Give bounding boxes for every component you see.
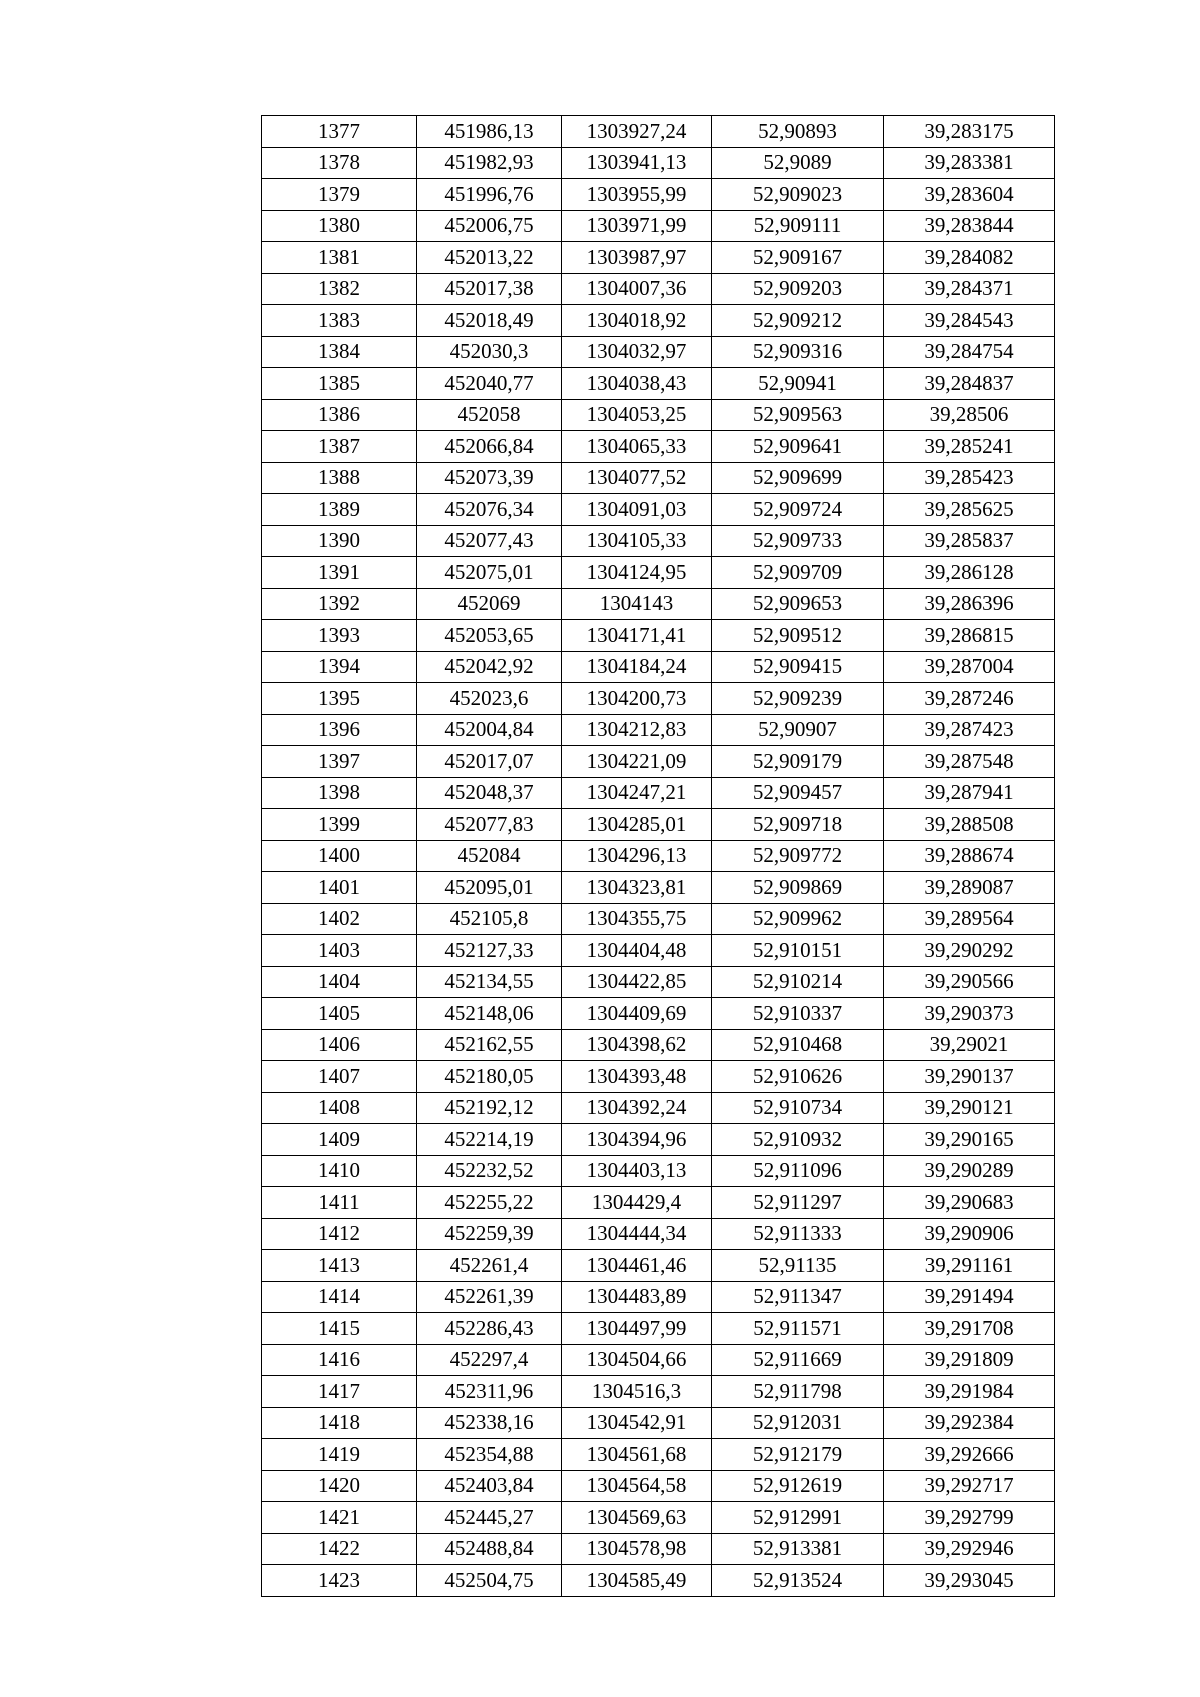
y-coordinate-cell: 1304483,89 [562, 1281, 712, 1313]
table-row [262, 1376, 1055, 1408]
table-row [262, 336, 1055, 368]
x-coordinate-cell: 452286,43 [417, 1313, 562, 1345]
table-row [262, 588, 1055, 620]
latitude-cell: 52,911669 [712, 1344, 884, 1376]
x-coordinate-cell: 452076,34 [417, 494, 562, 526]
x-coordinate-cell: 452075,01 [417, 557, 562, 589]
longitude-cell: 39,291494 [884, 1281, 1055, 1313]
table-row [262, 998, 1055, 1030]
x-coordinate-cell: 452017,38 [417, 273, 562, 305]
table-row [262, 840, 1055, 872]
y-coordinate-cell: 1304143 [562, 588, 712, 620]
x-coordinate-cell: 452095,01 [417, 872, 562, 904]
latitude-cell: 52,909699 [712, 462, 884, 494]
longitude-cell: 39,286815 [884, 620, 1055, 652]
point-number-cell: 1418 [262, 1407, 417, 1439]
longitude-cell: 39,284754 [884, 336, 1055, 368]
latitude-cell: 52,911333 [712, 1218, 884, 1250]
table-row [262, 777, 1055, 809]
longitude-cell: 39,283604 [884, 179, 1055, 211]
latitude-cell: 52,909179 [712, 746, 884, 778]
point-number-cell: 1379 [262, 179, 417, 211]
x-coordinate-cell: 452162,55 [417, 1029, 562, 1061]
x-coordinate-cell: 452338,16 [417, 1407, 562, 1439]
y-coordinate-cell: 1304403,13 [562, 1155, 712, 1187]
y-coordinate-cell: 1304053,25 [562, 399, 712, 431]
y-coordinate-cell: 1304032,97 [562, 336, 712, 368]
x-coordinate-cell: 452040,77 [417, 368, 562, 400]
longitude-cell: 39,290292 [884, 935, 1055, 967]
longitude-cell: 39,290165 [884, 1124, 1055, 1156]
x-coordinate-cell: 452403,84 [417, 1470, 562, 1502]
latitude-cell: 52,909724 [712, 494, 884, 526]
table-row [262, 525, 1055, 557]
table-row [262, 714, 1055, 746]
latitude-cell: 52,909167 [712, 242, 884, 274]
point-number-cell: 1398 [262, 777, 417, 809]
y-coordinate-cell: 1304542,91 [562, 1407, 712, 1439]
y-coordinate-cell: 1304561,68 [562, 1439, 712, 1471]
y-coordinate-cell: 1304409,69 [562, 998, 712, 1030]
point-number-cell: 1394 [262, 651, 417, 683]
y-coordinate-cell: 1304171,41 [562, 620, 712, 652]
y-coordinate-cell: 1304184,24 [562, 651, 712, 683]
point-number-cell: 1397 [262, 746, 417, 778]
x-coordinate-cell: 452232,52 [417, 1155, 562, 1187]
y-coordinate-cell: 1303941,13 [562, 147, 712, 179]
longitude-cell: 39,291984 [884, 1376, 1055, 1408]
longitude-cell: 39,290289 [884, 1155, 1055, 1187]
latitude-cell: 52,909415 [712, 651, 884, 683]
longitude-cell: 39,284082 [884, 242, 1055, 274]
x-coordinate-cell: 452066,84 [417, 431, 562, 463]
y-coordinate-cell: 1304221,09 [562, 746, 712, 778]
point-number-cell: 1417 [262, 1376, 417, 1408]
y-coordinate-cell: 1304393,48 [562, 1061, 712, 1093]
table-row [262, 1155, 1055, 1187]
latitude-cell: 52,909869 [712, 872, 884, 904]
latitude-cell: 52,909718 [712, 809, 884, 841]
y-coordinate-cell: 1303955,99 [562, 179, 712, 211]
longitude-cell: 39,287423 [884, 714, 1055, 746]
table-row [262, 903, 1055, 935]
longitude-cell: 39,288674 [884, 840, 1055, 872]
table-row [262, 1029, 1055, 1061]
y-coordinate-cell: 1304105,33 [562, 525, 712, 557]
point-number-cell: 1413 [262, 1250, 417, 1282]
x-coordinate-cell: 452058 [417, 399, 562, 431]
longitude-cell: 39,283175 [884, 116, 1055, 148]
x-coordinate-cell: 452030,3 [417, 336, 562, 368]
x-coordinate-cell: 452006,75 [417, 210, 562, 242]
y-coordinate-cell: 1304323,81 [562, 872, 712, 904]
latitude-cell: 52,909203 [712, 273, 884, 305]
point-number-cell: 1416 [262, 1344, 417, 1376]
point-number-cell: 1392 [262, 588, 417, 620]
point-number-cell: 1415 [262, 1313, 417, 1345]
longitude-cell: 39,292384 [884, 1407, 1055, 1439]
point-number-cell: 1389 [262, 494, 417, 526]
point-number-cell: 1411 [262, 1187, 417, 1219]
point-number-cell: 1407 [262, 1061, 417, 1093]
longitude-cell: 39,29021 [884, 1029, 1055, 1061]
y-coordinate-cell: 1304578,98 [562, 1533, 712, 1565]
x-coordinate-cell: 452023,6 [417, 683, 562, 715]
longitude-cell: 39,286396 [884, 588, 1055, 620]
latitude-cell: 52,911297 [712, 1187, 884, 1219]
latitude-cell: 52,909316 [712, 336, 884, 368]
longitude-cell: 39,291161 [884, 1250, 1055, 1282]
point-number-cell: 1403 [262, 935, 417, 967]
x-coordinate-cell: 451986,13 [417, 116, 562, 148]
x-coordinate-cell: 452261,4 [417, 1250, 562, 1282]
y-coordinate-cell: 1304200,73 [562, 683, 712, 715]
table-row [262, 651, 1055, 683]
table-row [262, 746, 1055, 778]
y-coordinate-cell: 1304404,48 [562, 935, 712, 967]
table-row [262, 1313, 1055, 1345]
latitude-cell: 52,913524 [712, 1565, 884, 1597]
table-row [262, 966, 1055, 998]
y-coordinate-cell: 1304091,03 [562, 494, 712, 526]
y-coordinate-cell: 1304504,66 [562, 1344, 712, 1376]
latitude-cell: 52,911096 [712, 1155, 884, 1187]
y-coordinate-cell: 1304461,46 [562, 1250, 712, 1282]
longitude-cell: 39,287941 [884, 777, 1055, 809]
point-number-cell: 1377 [262, 116, 417, 148]
latitude-cell: 52,90893 [712, 116, 884, 148]
table-row [262, 1187, 1055, 1219]
latitude-cell: 52,90941 [712, 368, 884, 400]
x-coordinate-cell: 452053,65 [417, 620, 562, 652]
point-number-cell: 1388 [262, 462, 417, 494]
point-number-cell: 1396 [262, 714, 417, 746]
x-coordinate-cell: 452297,4 [417, 1344, 562, 1376]
latitude-cell: 52,910337 [712, 998, 884, 1030]
point-number-cell: 1423 [262, 1565, 417, 1597]
longitude-cell: 39,292799 [884, 1502, 1055, 1534]
longitude-cell: 39,285423 [884, 462, 1055, 494]
point-number-cell: 1391 [262, 557, 417, 589]
x-coordinate-cell: 452017,07 [417, 746, 562, 778]
table-row [262, 273, 1055, 305]
table-row [262, 1124, 1055, 1156]
longitude-cell: 39,292666 [884, 1439, 1055, 1471]
longitude-cell: 39,293045 [884, 1565, 1055, 1597]
point-number-cell: 1409 [262, 1124, 417, 1156]
x-coordinate-cell: 452255,22 [417, 1187, 562, 1219]
latitude-cell: 52,9089 [712, 147, 884, 179]
y-coordinate-cell: 1304392,24 [562, 1092, 712, 1124]
y-coordinate-cell: 1303987,97 [562, 242, 712, 274]
point-number-cell: 1393 [262, 620, 417, 652]
y-coordinate-cell: 1304585,49 [562, 1565, 712, 1597]
x-coordinate-cell: 452127,33 [417, 935, 562, 967]
table-row [262, 935, 1055, 967]
point-number-cell: 1399 [262, 809, 417, 841]
table-row [262, 147, 1055, 179]
y-coordinate-cell: 1304516,3 [562, 1376, 712, 1408]
y-coordinate-cell: 1304077,52 [562, 462, 712, 494]
x-coordinate-cell: 452311,96 [417, 1376, 562, 1408]
point-number-cell: 1380 [262, 210, 417, 242]
point-number-cell: 1383 [262, 305, 417, 337]
point-number-cell: 1382 [262, 273, 417, 305]
table-row [262, 462, 1055, 494]
table-row [262, 620, 1055, 652]
longitude-cell: 39,290566 [884, 966, 1055, 998]
point-number-cell: 1421 [262, 1502, 417, 1534]
latitude-cell: 52,910626 [712, 1061, 884, 1093]
latitude-cell: 52,910468 [712, 1029, 884, 1061]
point-number-cell: 1386 [262, 399, 417, 431]
y-coordinate-cell: 1304355,75 [562, 903, 712, 935]
latitude-cell: 52,909653 [712, 588, 884, 620]
x-coordinate-cell: 451996,76 [417, 179, 562, 211]
latitude-cell: 52,90907 [712, 714, 884, 746]
x-coordinate-cell: 452148,06 [417, 998, 562, 1030]
x-coordinate-cell: 452077,43 [417, 525, 562, 557]
latitude-cell: 52,909709 [712, 557, 884, 589]
table-row [262, 557, 1055, 589]
point-number-cell: 1402 [262, 903, 417, 935]
x-coordinate-cell: 452105,8 [417, 903, 562, 935]
latitude-cell: 52,912179 [712, 1439, 884, 1471]
longitude-cell: 39,28506 [884, 399, 1055, 431]
latitude-cell: 52,910932 [712, 1124, 884, 1156]
table-row [262, 1092, 1055, 1124]
table-row [262, 116, 1055, 148]
x-coordinate-cell: 452073,39 [417, 462, 562, 494]
longitude-cell: 39,292717 [884, 1470, 1055, 1502]
x-coordinate-cell: 452084 [417, 840, 562, 872]
x-coordinate-cell: 452077,83 [417, 809, 562, 841]
latitude-cell: 52,909772 [712, 840, 884, 872]
y-coordinate-cell: 1304007,36 [562, 273, 712, 305]
x-coordinate-cell: 452354,88 [417, 1439, 562, 1471]
longitude-cell: 39,287548 [884, 746, 1055, 778]
point-number-cell: 1405 [262, 998, 417, 1030]
y-coordinate-cell: 1304124,95 [562, 557, 712, 589]
point-number-cell: 1422 [262, 1533, 417, 1565]
x-coordinate-cell: 452004,84 [417, 714, 562, 746]
longitude-cell: 39,291809 [884, 1344, 1055, 1376]
table-row [262, 1407, 1055, 1439]
y-coordinate-cell: 1304247,21 [562, 777, 712, 809]
x-coordinate-cell: 452013,22 [417, 242, 562, 274]
point-number-cell: 1387 [262, 431, 417, 463]
longitude-cell: 39,290137 [884, 1061, 1055, 1093]
point-number-cell: 1390 [262, 525, 417, 557]
point-number-cell: 1381 [262, 242, 417, 274]
latitude-cell: 52,910214 [712, 966, 884, 998]
latitude-cell: 52,909563 [712, 399, 884, 431]
longitude-cell: 39,287004 [884, 651, 1055, 683]
x-coordinate-cell: 452445,27 [417, 1502, 562, 1534]
table-row [262, 1218, 1055, 1250]
y-coordinate-cell: 1303971,99 [562, 210, 712, 242]
x-coordinate-cell: 452261,39 [417, 1281, 562, 1313]
x-coordinate-cell: 452048,37 [417, 777, 562, 809]
x-coordinate-cell: 452134,55 [417, 966, 562, 998]
table-row [262, 683, 1055, 715]
x-coordinate-cell: 452192,12 [417, 1092, 562, 1124]
point-number-cell: 1408 [262, 1092, 417, 1124]
longitude-cell: 39,288508 [884, 809, 1055, 841]
longitude-cell: 39,290373 [884, 998, 1055, 1030]
table-row [262, 1281, 1055, 1313]
y-coordinate-cell: 1304497,99 [562, 1313, 712, 1345]
longitude-cell: 39,283844 [884, 210, 1055, 242]
point-number-cell: 1404 [262, 966, 417, 998]
latitude-cell: 52,909239 [712, 683, 884, 715]
x-coordinate-cell: 451982,93 [417, 147, 562, 179]
point-number-cell: 1395 [262, 683, 417, 715]
longitude-cell: 39,290906 [884, 1218, 1055, 1250]
latitude-cell: 52,909733 [712, 525, 884, 557]
latitude-cell: 52,909512 [712, 620, 884, 652]
table-row [262, 1565, 1055, 1597]
table-row [262, 872, 1055, 904]
table-row [262, 210, 1055, 242]
latitude-cell: 52,909962 [712, 903, 884, 935]
longitude-cell: 39,286128 [884, 557, 1055, 589]
x-coordinate-cell: 452069 [417, 588, 562, 620]
x-coordinate-cell: 452214,19 [417, 1124, 562, 1156]
table-row [262, 1344, 1055, 1376]
point-number-cell: 1401 [262, 872, 417, 904]
table-row [262, 242, 1055, 274]
x-coordinate-cell: 452018,49 [417, 305, 562, 337]
longitude-cell: 39,287246 [884, 683, 1055, 715]
y-coordinate-cell: 1304422,85 [562, 966, 712, 998]
table-row [262, 368, 1055, 400]
point-number-cell: 1414 [262, 1281, 417, 1313]
latitude-cell: 52,91135 [712, 1250, 884, 1282]
table-row [262, 494, 1055, 526]
y-coordinate-cell: 1304394,96 [562, 1124, 712, 1156]
y-coordinate-cell: 1304564,58 [562, 1470, 712, 1502]
latitude-cell: 52,912991 [712, 1502, 884, 1534]
longitude-cell: 39,284371 [884, 273, 1055, 305]
latitude-cell: 52,912619 [712, 1470, 884, 1502]
point-number-cell: 1412 [262, 1218, 417, 1250]
y-coordinate-cell: 1304038,43 [562, 368, 712, 400]
longitude-cell: 39,284837 [884, 368, 1055, 400]
x-coordinate-cell: 452042,92 [417, 651, 562, 683]
longitude-cell: 39,285837 [884, 525, 1055, 557]
table-row [262, 1061, 1055, 1093]
latitude-cell: 52,909641 [712, 431, 884, 463]
latitude-cell: 52,910734 [712, 1092, 884, 1124]
table-row [262, 431, 1055, 463]
longitude-cell: 39,289564 [884, 903, 1055, 935]
table-row [262, 305, 1055, 337]
x-coordinate-cell: 452504,75 [417, 1565, 562, 1597]
point-number-cell: 1378 [262, 147, 417, 179]
latitude-cell: 52,911571 [712, 1313, 884, 1345]
longitude-cell: 39,284543 [884, 305, 1055, 337]
latitude-cell: 52,912031 [712, 1407, 884, 1439]
longitude-cell: 39,291708 [884, 1313, 1055, 1345]
y-coordinate-cell: 1304065,33 [562, 431, 712, 463]
latitude-cell: 52,909111 [712, 210, 884, 242]
table-row [262, 809, 1055, 841]
table-row [262, 1502, 1055, 1534]
point-number-cell: 1384 [262, 336, 417, 368]
latitude-cell: 52,911347 [712, 1281, 884, 1313]
latitude-cell: 52,909457 [712, 777, 884, 809]
table-row [262, 1470, 1055, 1502]
coordinate-table-body [262, 116, 1055, 1597]
point-number-cell: 1385 [262, 368, 417, 400]
y-coordinate-cell: 1304296,13 [562, 840, 712, 872]
point-number-cell: 1410 [262, 1155, 417, 1187]
longitude-cell: 39,283381 [884, 147, 1055, 179]
point-number-cell: 1420 [262, 1470, 417, 1502]
y-coordinate-cell: 1304285,01 [562, 809, 712, 841]
longitude-cell: 39,292946 [884, 1533, 1055, 1565]
x-coordinate-cell: 452180,05 [417, 1061, 562, 1093]
y-coordinate-cell: 1304398,62 [562, 1029, 712, 1061]
x-coordinate-cell: 452488,84 [417, 1533, 562, 1565]
table-row [262, 399, 1055, 431]
y-coordinate-cell: 1303927,24 [562, 116, 712, 148]
y-coordinate-cell: 1304018,92 [562, 305, 712, 337]
point-number-cell: 1400 [262, 840, 417, 872]
longitude-cell: 39,289087 [884, 872, 1055, 904]
point-number-cell: 1419 [262, 1439, 417, 1471]
longitude-cell: 39,290683 [884, 1187, 1055, 1219]
table-row [262, 1250, 1055, 1282]
longitude-cell: 39,290121 [884, 1092, 1055, 1124]
x-coordinate-cell: 452259,39 [417, 1218, 562, 1250]
coordinate-table [261, 115, 1055, 1597]
longitude-cell: 39,285625 [884, 494, 1055, 526]
point-number-cell: 1406 [262, 1029, 417, 1061]
y-coordinate-cell: 1304569,63 [562, 1502, 712, 1534]
table-row [262, 1533, 1055, 1565]
longitude-cell: 39,285241 [884, 431, 1055, 463]
y-coordinate-cell: 1304444,34 [562, 1218, 712, 1250]
latitude-cell: 52,909023 [712, 179, 884, 211]
latitude-cell: 52,909212 [712, 305, 884, 337]
table-row [262, 1439, 1055, 1471]
y-coordinate-cell: 1304429,4 [562, 1187, 712, 1219]
latitude-cell: 52,910151 [712, 935, 884, 967]
table-row [262, 179, 1055, 211]
latitude-cell: 52,913381 [712, 1533, 884, 1565]
latitude-cell: 52,911798 [712, 1376, 884, 1408]
y-coordinate-cell: 1304212,83 [562, 714, 712, 746]
